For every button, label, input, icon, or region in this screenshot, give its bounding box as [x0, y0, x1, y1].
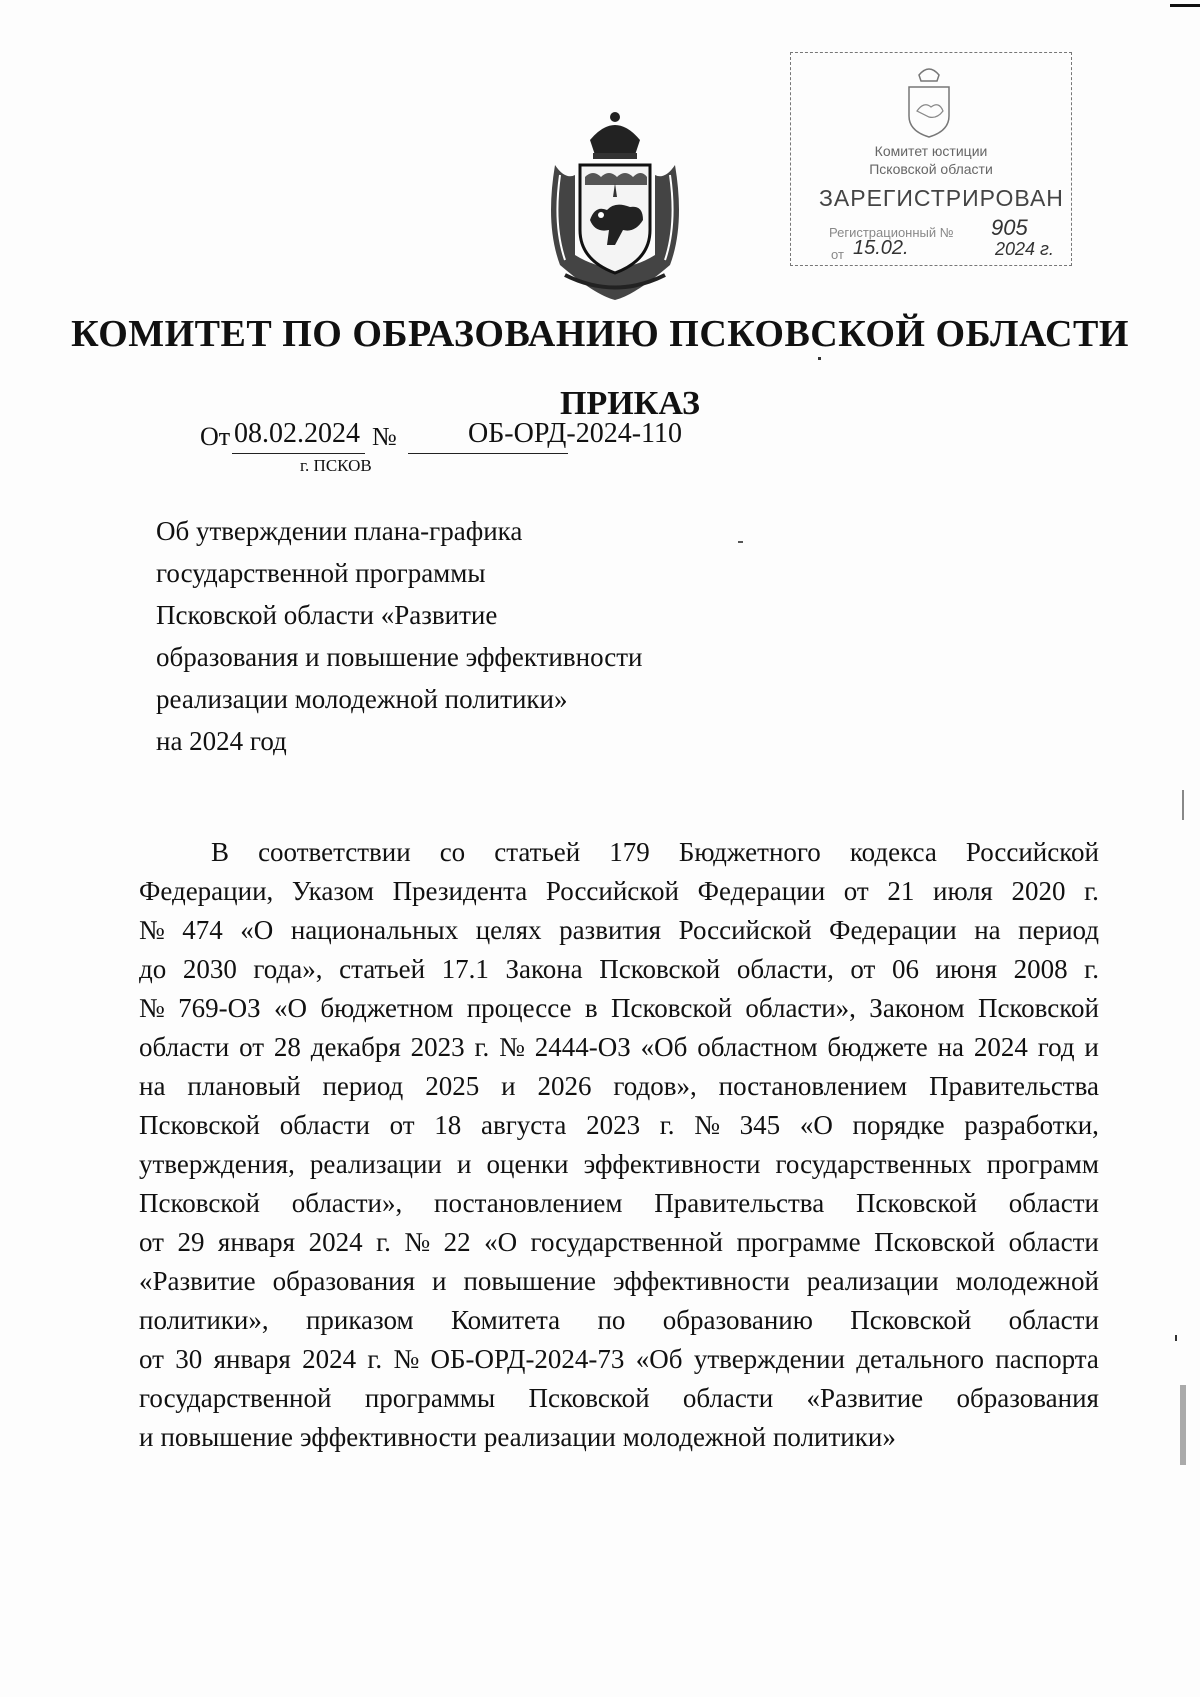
- body-word: разработки,: [964, 1110, 1099, 1140]
- body-word: на: [974, 915, 1001, 945]
- body-word: Федерации: [697, 876, 826, 906]
- body-word: детального: [856, 1344, 984, 1374]
- body-word: августа: [480, 1110, 567, 1140]
- body-line: [139, 1223, 1099, 1262]
- body-word: 21: [887, 876, 915, 906]
- body-word: Правительства: [654, 1188, 825, 1218]
- body-word: «О: [274, 993, 308, 1023]
- body-word: Президента: [392, 876, 528, 906]
- body-word: до: [139, 954, 167, 984]
- corner-mark: [1170, 4, 1200, 7]
- body-word: молодежной: [955, 1266, 1099, 1296]
- body-word: образования: [956, 1383, 1099, 1413]
- stamp-org-line-2: Псковской области: [869, 161, 993, 177]
- scan-speck: [738, 541, 743, 543]
- from-label: От: [200, 422, 231, 451]
- body-word: 22: [443, 1227, 471, 1257]
- body-word: молодежной: [622, 1422, 766, 1452]
- order-body: [139, 833, 1099, 1457]
- body-word: области»,: [291, 1188, 403, 1218]
- body-word: 17.1: [441, 954, 489, 984]
- body-word: 345: [739, 1110, 781, 1140]
- body-word: и: [432, 1266, 447, 1296]
- body-word: 179: [609, 837, 650, 867]
- body-word: период: [322, 1071, 404, 1101]
- order-date: 08.02.2024: [234, 418, 360, 449]
- body-word: «О: [484, 1227, 518, 1257]
- body-line: [139, 872, 1099, 911]
- body-word: года»,: [253, 954, 323, 984]
- body-word: политики»,: [139, 1305, 269, 1335]
- body-word: декабря: [310, 1032, 401, 1062]
- body-word: Псковской: [874, 1227, 996, 1257]
- body-word: целях: [475, 915, 542, 945]
- body-line: [139, 833, 1099, 872]
- body-word: г.: [474, 1032, 490, 1062]
- body-word: и: [456, 1149, 472, 1179]
- body-word: Российской: [965, 837, 1099, 867]
- body-word: оценки: [486, 1149, 569, 1179]
- body-word: бюджетном: [320, 993, 454, 1023]
- city-label: г. ПСКОВ: [300, 456, 372, 475]
- order-subject: [156, 510, 716, 762]
- body-word: повышение: [160, 1422, 293, 1452]
- body-word: 28: [273, 1032, 301, 1062]
- body-word: «О: [799, 1110, 833, 1140]
- body-word: плановый: [187, 1071, 301, 1101]
- stamp-emblem-icon: [899, 61, 959, 141]
- body-line: [139, 1301, 1099, 1340]
- body-word: развития: [559, 915, 662, 945]
- org-title: КОМИТЕТ ПО ОБРАЗОВАНИЮ ПСКОВСКОЙ ОБЛАСТИ: [71, 313, 1129, 355]
- body-word: г.: [367, 1344, 383, 1374]
- body-word: Псковской: [855, 1188, 977, 1218]
- subject-line: государственной программы: [156, 558, 486, 588]
- body-word: Российской: [545, 876, 679, 906]
- body-word: областном: [697, 1032, 818, 1062]
- body-word: «Развитие: [139, 1266, 256, 1296]
- body-word: области»,: [745, 993, 856, 1023]
- body-word: и: [1084, 1032, 1099, 1062]
- body-line: [139, 950, 1099, 989]
- body-word: Российской: [678, 915, 812, 945]
- body-word: статьей: [494, 837, 581, 867]
- scan-speck: [818, 357, 821, 360]
- body-line: [139, 1184, 1099, 1223]
- body-word: от: [139, 1227, 164, 1257]
- body-word: от: [850, 954, 876, 984]
- body-word: области: [139, 1032, 230, 1062]
- body-word: 06: [891, 954, 919, 984]
- body-word: января: [213, 1344, 291, 1374]
- body-word: Псковской: [139, 1110, 260, 1140]
- body-word: г.: [1084, 954, 1099, 984]
- date-underline: [232, 453, 365, 454]
- subject-line: реализации молодежной политики»: [156, 684, 568, 714]
- body-word: в: [584, 993, 598, 1023]
- body-word: паспорта: [995, 1344, 1099, 1374]
- body-line: [139, 1262, 1099, 1301]
- body-word: 2008: [1013, 954, 1068, 984]
- body-word: от: [843, 876, 869, 906]
- body-word: от: [139, 1344, 164, 1374]
- body-line: [139, 1418, 1099, 1457]
- body-word: период: [1018, 915, 1099, 945]
- body-word: 29: [177, 1227, 205, 1257]
- body-word: Псковской: [611, 993, 733, 1023]
- body-line: [139, 1028, 1099, 1067]
- body-word: Законом: [869, 993, 965, 1023]
- body-word: Федерации,: [139, 876, 274, 906]
- body-word: от: [389, 1110, 415, 1140]
- body-word: Федерации: [829, 915, 957, 945]
- body-word: 2030: [182, 954, 237, 984]
- body-word: реализации: [806, 1266, 939, 1296]
- body-word: июля: [933, 876, 993, 906]
- body-word: кодекса: [849, 837, 937, 867]
- body-word: 18: [434, 1110, 462, 1140]
- body-word: постановлением: [434, 1188, 623, 1218]
- subject-line: Псковской области «Развитие: [156, 600, 498, 630]
- scan-speck: [1175, 1335, 1177, 1341]
- body-word: образованию: [662, 1305, 813, 1335]
- body-word: 2020: [1011, 876, 1066, 906]
- scan-speck: [1180, 1385, 1186, 1465]
- body-word: политики»: [772, 1422, 896, 1452]
- body-word: соответствии: [258, 837, 411, 867]
- body-word: на: [937, 1032, 965, 1062]
- body-word: программ: [986, 1149, 1099, 1179]
- number-label: №: [372, 422, 397, 451]
- body-word: В: [211, 837, 230, 867]
- body-word: Указом: [291, 876, 374, 906]
- body-word: ОБ-ОРД-2024-73: [430, 1344, 625, 1374]
- order-title: ПРИКАЗ: [560, 385, 700, 422]
- body-word: области: [1008, 1188, 1099, 1218]
- body-word: приказом: [305, 1305, 414, 1335]
- body-line: [139, 1145, 1099, 1184]
- body-word: эффективности: [299, 1422, 477, 1452]
- body-line: [139, 1106, 1099, 1145]
- body-word: программы: [364, 1383, 496, 1413]
- body-word: эффективности: [583, 1149, 761, 1179]
- body-word: 2024: [308, 1227, 363, 1257]
- body-word: реализации: [309, 1149, 442, 1179]
- body-word: №: [499, 1032, 525, 1062]
- number-underline: [408, 453, 568, 454]
- scan-speck: [1182, 790, 1184, 820]
- body-line: [139, 1340, 1099, 1379]
- body-word: процессе: [466, 993, 572, 1023]
- body-word: повышение: [463, 1266, 596, 1296]
- body-word: г.: [1084, 876, 1099, 906]
- body-word: программе: [736, 1227, 861, 1257]
- body-word: 2023: [410, 1032, 465, 1062]
- body-word: Псковской: [528, 1383, 650, 1413]
- body-word: №: [404, 1227, 431, 1257]
- body-word: реализации: [483, 1422, 616, 1452]
- body-word: государственных: [775, 1149, 972, 1179]
- body-line: [139, 911, 1099, 950]
- body-word: Псковской: [977, 993, 1099, 1023]
- body-word: государственной: [530, 1227, 723, 1257]
- body-word: эффективности: [612, 1266, 790, 1296]
- body-word: по: [597, 1305, 626, 1335]
- body-word: национальных: [290, 915, 459, 945]
- subject-line: Об утверждении плана-графика: [156, 516, 523, 546]
- body-word: Комитета: [450, 1305, 561, 1335]
- body-word: области: [682, 1383, 774, 1413]
- body-word: порядке: [852, 1110, 945, 1140]
- body-word: 2444-ОЗ: [534, 1032, 631, 1062]
- stamp-reg-label: Регистрационный №: [829, 225, 954, 240]
- body-word: г.: [376, 1227, 391, 1257]
- body-line: [139, 1379, 1099, 1418]
- body-word: «Развитие: [806, 1383, 924, 1413]
- body-word: от: [239, 1032, 265, 1062]
- body-word: января: [217, 1227, 296, 1257]
- subject-line: на 2024 год: [156, 726, 287, 756]
- body-word: бюджете: [827, 1032, 928, 1062]
- body-word: утверждении: [693, 1344, 845, 1374]
- stamp-reg-number: 905: [991, 215, 1028, 240]
- body-word: Закона: [505, 954, 583, 984]
- body-word: годов»,: [613, 1071, 697, 1101]
- body-word: области,: [736, 954, 834, 984]
- stamp-org-line-1: Комитет юстиции: [874, 143, 988, 159]
- subject-line: образования и повышение эффективности: [156, 642, 643, 672]
- body-word: государственной: [139, 1383, 332, 1413]
- body-word: и: [139, 1422, 154, 1452]
- body-word: и: [501, 1071, 516, 1101]
- stamp-reg-year: 2024 г.: [995, 239, 1054, 259]
- body-word: Правительства: [929, 1071, 1099, 1101]
- body-word: 474: [182, 915, 223, 945]
- body-word: №: [393, 1344, 420, 1374]
- body-word: №: [139, 915, 165, 945]
- body-word: утверждения,: [139, 1149, 295, 1179]
- body-word: №: [139, 993, 165, 1023]
- stamp-date-label: от: [831, 247, 844, 262]
- body-word: №: [694, 1110, 720, 1140]
- body-word: 2023: [586, 1110, 641, 1140]
- body-word: образования: [272, 1266, 416, 1296]
- body-word: год: [1037, 1032, 1075, 1062]
- body-word: на: [139, 1071, 166, 1101]
- body-line: [139, 989, 1099, 1028]
- body-word: «Об: [635, 1344, 683, 1374]
- body-word: г.: [659, 1110, 675, 1140]
- body-word: области: [279, 1110, 370, 1140]
- body-word: 769-ОЗ: [178, 993, 261, 1023]
- body-word: 2024: [302, 1344, 357, 1374]
- body-word: постановлением: [718, 1071, 908, 1101]
- stamp-reg-date: 15.02.: [853, 237, 909, 259]
- body-word: июня: [935, 954, 998, 984]
- body-word: Псковской: [139, 1188, 260, 1218]
- registration-stamp: [790, 52, 1072, 266]
- body-word: со: [439, 837, 466, 867]
- coat-of-arms-icon: [535, 105, 695, 305]
- body-word: статьей: [339, 954, 426, 984]
- body-word: «О: [240, 915, 274, 945]
- body-line: [139, 1067, 1099, 1106]
- order-number: ОБ-ОРД-2024-110: [468, 418, 683, 449]
- body-word: 30: [175, 1344, 203, 1374]
- body-word: Бюджетного: [678, 837, 821, 867]
- body-word: 2026: [537, 1071, 592, 1101]
- body-word: «Об: [640, 1032, 688, 1062]
- body-word: 2024: [973, 1032, 1028, 1062]
- body-word: области: [1008, 1305, 1099, 1335]
- body-word: Псковской: [599, 954, 721, 984]
- stamp-status: ЗАРЕГИСТРИРОВАН: [819, 185, 1064, 211]
- body-word: Псковской: [850, 1305, 972, 1335]
- body-word: 2025: [425, 1071, 480, 1101]
- body-word: области: [1008, 1227, 1099, 1257]
